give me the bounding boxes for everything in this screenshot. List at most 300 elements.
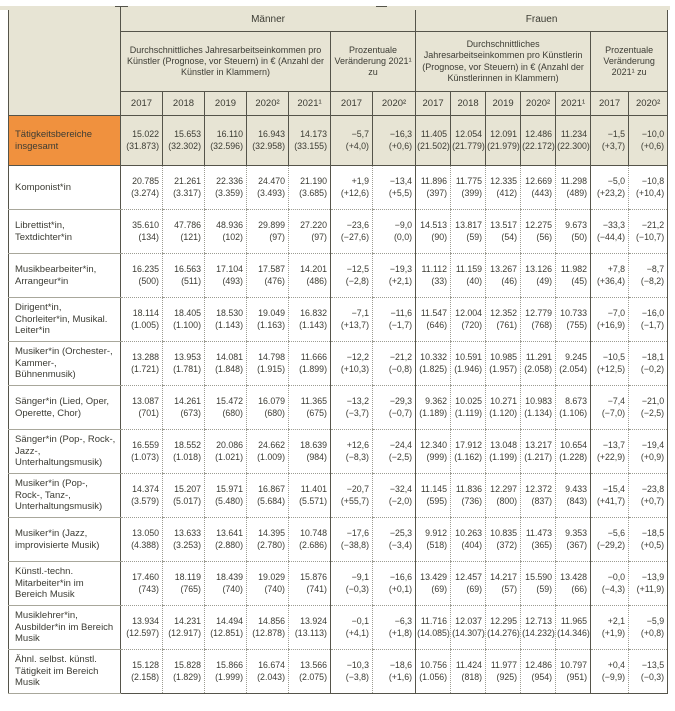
income-value: 15.876 <box>300 572 327 583</box>
data-cell <box>486 474 521 518</box>
income-value: −7,1 <box>351 308 369 319</box>
data-cell <box>373 474 416 518</box>
count-value: (680) <box>222 408 243 418</box>
year-header: 2020² <box>521 92 556 116</box>
count-value: (1.899) <box>299 364 327 374</box>
change-year-header: 2020² <box>373 92 416 116</box>
income-value: +12,6 <box>346 440 369 451</box>
data-cell <box>521 386 556 430</box>
count-value: (5.017) <box>173 496 201 506</box>
income-value: −21,0 <box>641 396 665 407</box>
data-cell <box>373 166 416 210</box>
income-value: −21,2 <box>641 220 665 231</box>
corner-cell <box>9 7 121 116</box>
data-cell <box>416 298 451 342</box>
count-value: (59) <box>466 232 483 242</box>
count-value: (5.571) <box>299 496 327 506</box>
income-value: 11.775 <box>455 176 483 187</box>
table-row <box>9 298 668 342</box>
count-value: (14.276) <box>487 628 520 638</box>
count-value: (5.684) <box>257 496 285 506</box>
count-value: (+12,5) <box>596 364 626 374</box>
data-cell <box>331 562 373 606</box>
data-cell <box>163 562 205 606</box>
count-value: (673) <box>180 408 201 418</box>
income-value: −21,2 <box>389 352 413 363</box>
income-value: 19.049 <box>258 308 285 319</box>
income-value: 12.669 <box>525 176 553 187</box>
data-cell <box>451 650 486 694</box>
data-cell <box>521 474 556 518</box>
count-value: (+0,6) <box>388 141 413 151</box>
count-value: (69) <box>466 584 483 594</box>
income-value: 11.291 <box>525 352 553 363</box>
income-value: 15.022 <box>132 129 159 140</box>
data-cell <box>163 298 205 342</box>
data-cell <box>591 210 629 254</box>
data-cell <box>486 116 521 166</box>
income-value: −10,3 <box>346 660 369 671</box>
income-value: 12.779 <box>525 308 553 319</box>
row-label: Musiker*in (Orchester-, Kammer-, Bühnenmusik) <box>9 342 121 386</box>
data-cell <box>486 298 521 342</box>
data-cell <box>556 386 591 430</box>
data-cell <box>591 116 629 166</box>
count-value: (+3,7) <box>601 141 626 151</box>
income-value: 11.365 <box>300 396 327 407</box>
data-cell <box>591 518 629 562</box>
data-cell <box>629 474 668 518</box>
data-cell <box>451 254 486 298</box>
income-value: 13.428 <box>560 572 588 583</box>
count-value: (−3,8) <box>345 672 369 682</box>
income-value: 20.785 <box>132 176 159 187</box>
income-value: 14.374 <box>132 484 159 495</box>
income-value: 11.716 <box>420 616 448 627</box>
count-value: (+5,5) <box>388 188 413 198</box>
income-value: 13.126 <box>525 264 553 275</box>
income-value: −25,3 <box>389 528 413 539</box>
income-value: 12.457 <box>455 572 483 583</box>
data-cell <box>486 210 521 254</box>
count-value: (+55,7) <box>340 496 369 506</box>
data-cell <box>629 298 668 342</box>
count-value: (1.100) <box>173 320 201 330</box>
data-cell <box>163 210 205 254</box>
income-value: −10,0 <box>641 129 665 140</box>
income-value: −13,5 <box>641 660 665 671</box>
data-cell <box>451 562 486 606</box>
data-cell <box>205 254 247 298</box>
data-cell <box>416 254 451 298</box>
count-value: (−44,4) <box>596 232 626 242</box>
count-value: (1.120) <box>489 408 518 418</box>
count-value: (3.493) <box>257 188 285 198</box>
table-row <box>9 386 668 430</box>
count-value: (1.825) <box>419 364 448 374</box>
data-cell <box>205 518 247 562</box>
data-cell <box>205 342 247 386</box>
count-value: (−1,7) <box>640 320 665 330</box>
data-cell <box>556 116 591 166</box>
data-cell <box>247 166 289 210</box>
count-value: (+4,1) <box>345 628 369 638</box>
income-value: 8.673 <box>565 396 588 407</box>
income-value: 9.912 <box>425 528 448 539</box>
income-value: 9.673 <box>565 220 588 231</box>
data-cell <box>416 650 451 694</box>
count-value: (680) <box>264 408 285 418</box>
income-value: −12,5 <box>346 264 369 275</box>
count-value: (511) <box>181 276 201 286</box>
income-value: 14.798 <box>258 352 285 363</box>
men-group-header: Männer <box>121 7 416 32</box>
count-value: (1.199) <box>489 452 518 462</box>
count-value: (1.915) <box>257 364 285 374</box>
count-value: (+23,2) <box>596 188 626 198</box>
income-value: 13.048 <box>490 440 518 451</box>
data-cell <box>521 562 556 606</box>
count-value: (397) <box>426 188 448 198</box>
income-value: 12.486 <box>525 129 553 140</box>
count-value: (1.999) <box>215 672 243 682</box>
income-value: 12.340 <box>420 440 448 451</box>
data-cell <box>373 386 416 430</box>
count-value: (22.300) <box>557 141 590 151</box>
data-cell <box>521 606 556 650</box>
data-cell <box>289 298 331 342</box>
data-cell <box>331 386 373 430</box>
data-cell <box>205 474 247 518</box>
count-value: (1.829) <box>173 672 201 682</box>
income-value: 13.633 <box>174 528 201 539</box>
row-label: Musiklehrer*in, Ausbilder*in im Bereich Musik <box>9 606 121 650</box>
count-value: (925) <box>496 672 518 682</box>
data-cell <box>416 342 451 386</box>
income-statistics-table <box>8 6 668 694</box>
income-value: 11.159 <box>455 264 483 275</box>
women-income-header: Durchschnittliches Jahresarbeitseinkommen pro Künstlerin (Prognose, vor Steuern) in € (Anzahl der Künstlerinnen in Klammern) <box>416 32 591 92</box>
data-cell <box>591 430 629 474</box>
data-cell <box>486 386 521 430</box>
count-value: (755) <box>566 320 588 330</box>
row-label: Musikbearbeiter*in, Arrangeur*in <box>9 254 121 298</box>
count-value: (32.958) <box>252 141 285 151</box>
data-cell <box>451 116 486 166</box>
income-value: 14.494 <box>216 616 243 627</box>
count-value: (1.021) <box>215 452 243 462</box>
count-value: (69) <box>431 584 448 594</box>
count-value: (3.579) <box>131 496 159 506</box>
data-cell <box>373 562 416 606</box>
count-value: (736) <box>461 496 483 506</box>
count-value: (404) <box>461 540 483 550</box>
year-header: 2019 <box>205 92 247 116</box>
count-value: (1.228) <box>559 452 588 462</box>
data-cell <box>121 650 163 694</box>
income-value: 14.395 <box>258 528 285 539</box>
count-value: (2.780) <box>257 540 285 550</box>
data-cell <box>521 166 556 210</box>
income-value: +2,1 <box>607 616 626 627</box>
data-cell <box>591 342 629 386</box>
income-value: −0,0 <box>607 572 626 583</box>
income-value: 10.985 <box>490 352 518 363</box>
count-value: (1.009) <box>257 452 285 462</box>
income-value: 12.372 <box>525 484 553 495</box>
count-value: (595) <box>426 496 448 506</box>
data-cell <box>247 606 289 650</box>
income-value: −9,0 <box>394 220 413 231</box>
count-value: (984) <box>306 452 327 462</box>
income-value: 11.112 <box>421 264 448 275</box>
data-cell <box>486 166 521 210</box>
data-cell <box>373 430 416 474</box>
data-cell <box>121 562 163 606</box>
data-cell <box>556 254 591 298</box>
data-cell <box>289 386 331 430</box>
data-cell <box>416 606 451 650</box>
income-value: 13.217 <box>525 440 553 451</box>
count-value: (+13,7) <box>340 320 369 330</box>
income-value: −19,3 <box>389 264 413 275</box>
income-value: +1,9 <box>351 176 369 187</box>
data-cell <box>556 474 591 518</box>
year-header: 2019 <box>486 92 521 116</box>
income-value: 14.081 <box>216 352 243 363</box>
data-cell <box>556 166 591 210</box>
data-cell <box>591 562 629 606</box>
income-value: 15.653 <box>174 129 201 140</box>
count-value: (0,0) <box>393 232 413 242</box>
data-cell <box>629 650 668 694</box>
men-income-header: Durchschnittliches Jahresarbeitseinkommen pro Künstler (Prognose, vor Steuern) in € (Anzahl der Künstler in Klammern) <box>121 32 331 92</box>
count-value: (21.502) <box>417 141 450 151</box>
data-cell <box>205 116 247 166</box>
count-value: (740) <box>222 584 243 594</box>
data-cell <box>289 342 331 386</box>
count-value: (−2,8) <box>345 276 369 286</box>
row-label: Komponist*in <box>9 166 121 210</box>
count-value: (843) <box>566 496 588 506</box>
count-value: (+0,1) <box>388 584 413 594</box>
income-value: 12.037 <box>455 616 483 627</box>
data-cell <box>331 166 373 210</box>
income-value: −16,0 <box>641 308 665 319</box>
count-value: (2.158) <box>131 672 159 682</box>
income-value: −10,8 <box>641 176 665 187</box>
count-value: (1.018) <box>173 452 201 462</box>
data-cell <box>556 298 591 342</box>
data-cell <box>121 430 163 474</box>
count-value: (32.596) <box>210 141 243 151</box>
table-row <box>9 474 668 518</box>
count-value: (12.597) <box>126 628 159 638</box>
data-cell <box>331 210 373 254</box>
income-value: 35.610 <box>132 220 159 231</box>
income-value: −13,7 <box>602 440 626 451</box>
data-cell <box>331 116 373 166</box>
income-value: +7,8 <box>607 264 626 275</box>
count-value: (412) <box>496 188 518 198</box>
data-cell <box>521 210 556 254</box>
count-value: (743) <box>138 584 159 594</box>
income-value: 17.104 <box>216 264 243 275</box>
data-cell <box>373 342 416 386</box>
count-value: (57) <box>501 584 518 594</box>
count-value: (14.085) <box>417 628 450 638</box>
count-value: (−27,6) <box>340 232 369 242</box>
data-cell <box>331 606 373 650</box>
data-cell <box>486 254 521 298</box>
income-value: 11.473 <box>525 528 553 539</box>
income-value: −6,3 <box>394 616 413 627</box>
row-label: Ähnl. selbst. künstl. Tätigkeit im Bereich Musik <box>9 650 121 694</box>
income-value: 9.433 <box>565 484 588 495</box>
data-cell <box>629 606 668 650</box>
row-label: Librettist*in, Textdichter*in <box>9 210 121 254</box>
data-cell <box>556 342 591 386</box>
income-value: 11.405 <box>420 129 448 140</box>
table-row <box>9 210 668 254</box>
income-value: 11.234 <box>560 129 588 140</box>
count-value: (14.346) <box>557 628 590 638</box>
count-value: (1.073) <box>131 452 159 462</box>
count-value: (+1,6) <box>388 672 413 682</box>
data-cell <box>289 650 331 694</box>
count-value: (4.388) <box>131 540 159 550</box>
income-value: 13.087 <box>132 396 159 407</box>
data-cell <box>331 298 373 342</box>
year-header: 2018 <box>163 92 205 116</box>
count-value: (−0,3) <box>345 584 369 594</box>
income-value: 11.547 <box>420 308 448 319</box>
data-cell <box>205 298 247 342</box>
data-cell <box>451 210 486 254</box>
income-value: +0,4 <box>607 660 626 671</box>
income-value: 9.362 <box>425 396 448 407</box>
income-value: 12.713 <box>525 616 553 627</box>
count-value: (50) <box>571 232 588 242</box>
men-change-header: Prozentuale Veränderung 2021¹ zu <box>331 32 416 92</box>
income-value: 14.231 <box>174 616 201 627</box>
count-value: (33.155) <box>294 141 327 151</box>
data-cell <box>629 342 668 386</box>
count-value: (372) <box>496 540 518 550</box>
row-label: Sänger*in (Pop-, Rock-, Jazz-, Unterhaltungsmusik) <box>9 430 121 474</box>
count-value: (−2,5) <box>640 408 665 418</box>
income-value: 11.401 <box>300 484 327 495</box>
count-value: (+10,4) <box>636 188 665 198</box>
row-label: Musiker*in (Jazz, improvisierte Musik) <box>9 518 121 562</box>
data-cell <box>629 386 668 430</box>
count-value: (+0,6) <box>640 141 665 151</box>
count-value: (−8,3) <box>345 452 369 462</box>
income-value: 18.114 <box>132 308 159 319</box>
data-cell <box>331 430 373 474</box>
count-value: (+22,9) <box>596 452 626 462</box>
data-cell <box>629 254 668 298</box>
data-cell <box>591 386 629 430</box>
data-cell <box>416 386 451 430</box>
data-cell <box>591 166 629 210</box>
row-label: Künstl.-techn. Mitarbeiter*in im Bereich Musik <box>9 562 121 606</box>
gender-header-row <box>9 7 668 32</box>
income-value: 15.472 <box>216 396 243 407</box>
count-value: (720) <box>461 320 483 330</box>
income-value: −16,3 <box>389 129 413 140</box>
data-cell <box>451 518 486 562</box>
data-cell <box>247 254 289 298</box>
data-cell <box>451 342 486 386</box>
count-value: (59) <box>536 584 553 594</box>
count-value: (+4,0) <box>345 141 369 151</box>
count-value: (518) <box>426 540 448 550</box>
data-cell <box>205 210 247 254</box>
data-cell <box>247 518 289 562</box>
income-value: 9.353 <box>565 528 588 539</box>
income-value: 11.965 <box>560 616 588 627</box>
data-cell <box>205 606 247 650</box>
data-cell <box>331 650 373 694</box>
data-cell <box>289 210 331 254</box>
income-value: 14.173 <box>300 129 327 140</box>
income-value: 14.856 <box>258 616 285 627</box>
count-value: (675) <box>306 408 327 418</box>
income-value: 15.828 <box>174 660 201 671</box>
data-cell <box>247 210 289 254</box>
count-value: (476) <box>264 276 285 286</box>
count-value: (−38,8) <box>340 540 369 550</box>
data-cell <box>591 298 629 342</box>
income-value: 14.261 <box>174 396 201 407</box>
income-value: 10.748 <box>300 528 327 539</box>
data-cell <box>163 518 205 562</box>
income-value: 12.352 <box>490 308 518 319</box>
data-cell <box>247 650 289 694</box>
data-cell <box>521 430 556 474</box>
count-value: (3.253) <box>173 540 201 550</box>
income-value: 16.867 <box>258 484 285 495</box>
data-cell <box>591 254 629 298</box>
table-row <box>9 166 668 210</box>
count-value: (2.686) <box>299 540 327 550</box>
income-value: −23,6 <box>346 220 369 231</box>
data-cell <box>205 166 247 210</box>
income-value: 18.552 <box>174 440 201 451</box>
income-value: −13,9 <box>641 572 665 583</box>
income-value: 13.267 <box>490 264 518 275</box>
data-cell <box>521 298 556 342</box>
data-cell <box>163 430 205 474</box>
count-value: (97) <box>269 232 285 242</box>
count-value: (399) <box>461 188 483 198</box>
count-value: (32.302) <box>168 141 201 151</box>
count-value: (54) <box>501 232 518 242</box>
income-value: 18.405 <box>174 308 201 319</box>
data-cell <box>486 562 521 606</box>
count-value: (14.232) <box>522 628 555 638</box>
data-cell <box>205 562 247 606</box>
table-row <box>9 116 668 166</box>
count-value: (+12,6) <box>340 188 369 198</box>
data-cell <box>121 254 163 298</box>
data-cell <box>121 342 163 386</box>
count-value: (3.359) <box>215 188 243 198</box>
data-cell <box>629 430 668 474</box>
data-cell <box>416 116 451 166</box>
count-value: (818) <box>461 672 483 682</box>
